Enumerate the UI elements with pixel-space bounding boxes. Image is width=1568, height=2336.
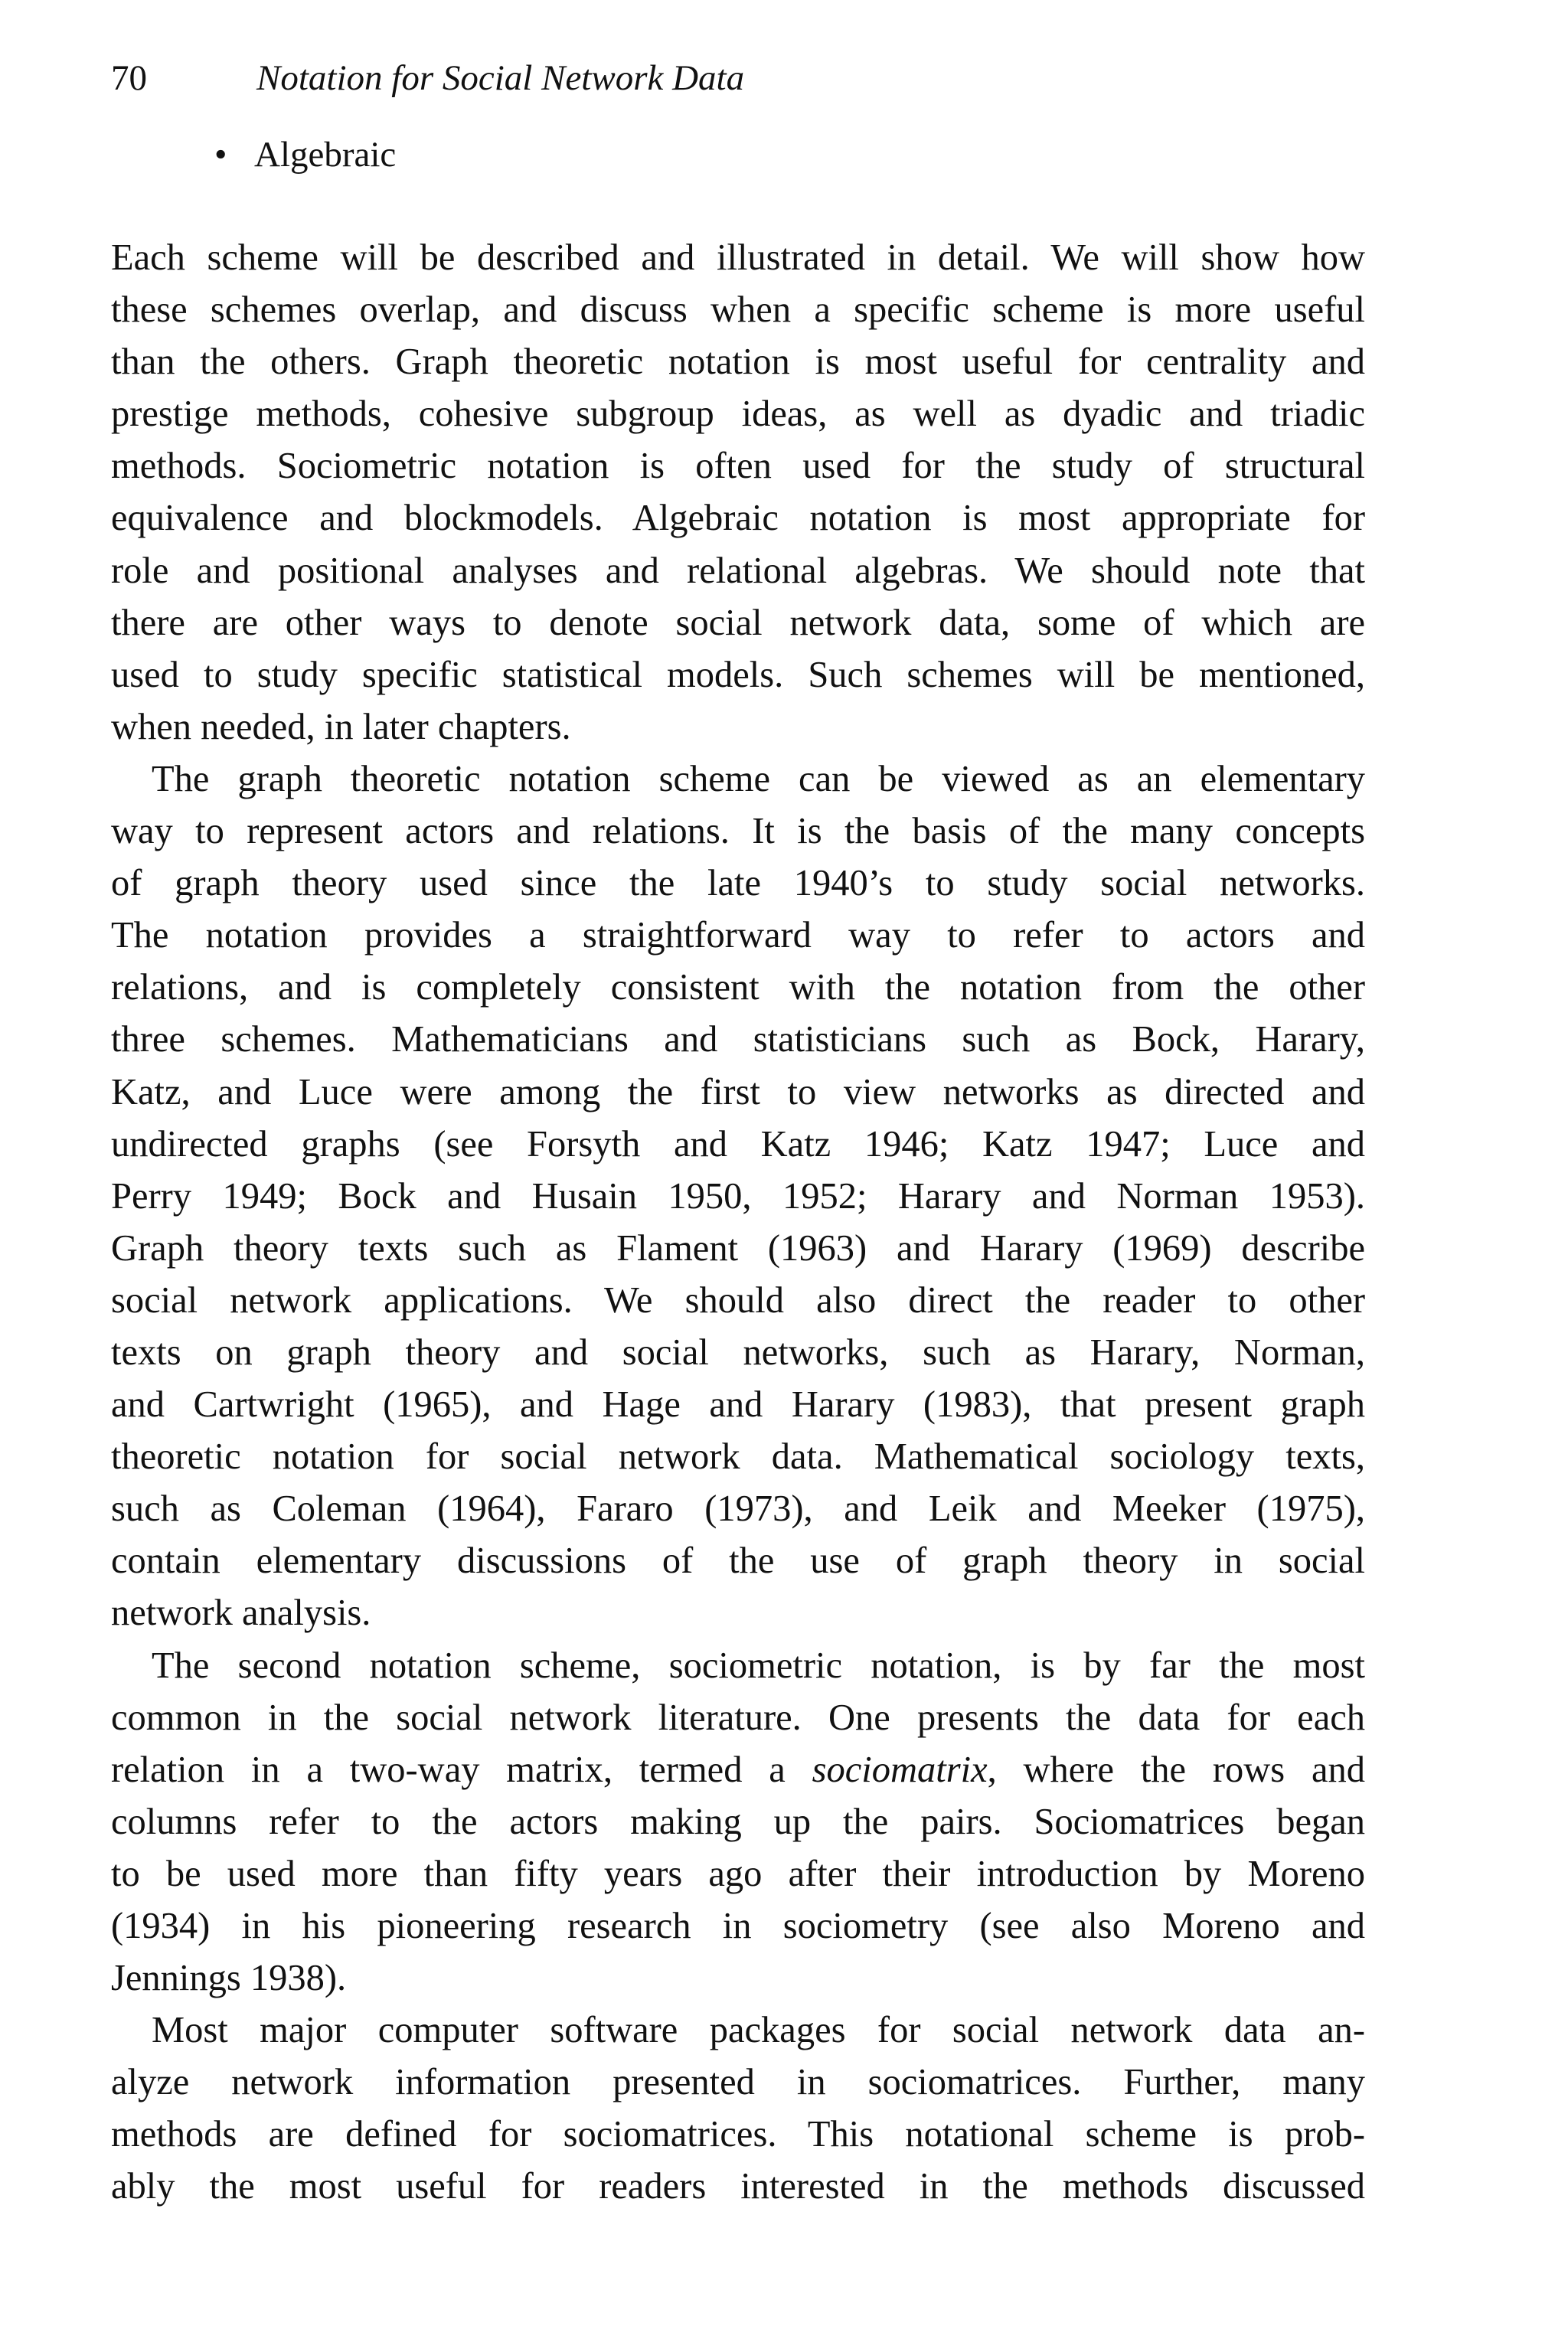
text-line: Katz, and Luce were among the first to view networks as directed and [111,1071,1365,1112]
text-line: (1934) in his pioneering research in sociometry (see also Moreno and [111,1906,1365,1946]
text-line: than the others. Graph theoretic notation is most useful for centrality and [111,341,1365,383]
running-title: Notation for Social Network Data [256,58,745,98]
bullet-item-text: Algebraic [254,135,397,175]
text-line: and Cartwright (1965), and Hage and Harary (1983), that present graph [111,1384,1365,1426]
paragraph-2 [111,753,1365,1640]
text-line: prestige methods, cohesive subgroup ideas, as well as dyadic and triadic [111,394,1365,435]
text-line: three schemes. Mathematicians and statisticians such as Bock, Harary, [111,1019,1365,1060]
running-head [111,55,744,101]
text-line: The second notation scheme, sociometric notation, is by far the most [152,1645,1365,1686]
text-line: when needed, in later chapters. [111,706,571,747]
text-line: ably the most useful for readers interested in the methods discussed [111,2166,1365,2207]
text-line: alyze network information presented in sociomatrices. Further, many [111,2062,1365,2103]
text-line: Jennings 1938). [111,1958,347,1999]
text-line: to be used more than fifty years ago after their introduction by Moreno [111,1853,1365,1894]
text-line: relations, and is completely consistent with the notation from the other [111,967,1365,1008]
text-line: equivalence and blockmodels. Algebraic notation is most appropriate for [111,498,1365,539]
paragraph-4 [111,2004,1365,2213]
text-line: role and positional analyses and relational algebras. We should note that [111,550,1365,591]
text-line: The notation provides a straightforward way to refer to actors and [111,915,1365,956]
text-segment: , where the rows and [987,1749,1365,1790]
text-line: way to represent actors and relations. It is the basis of the many concepts [111,811,1365,852]
text-line: The graph theoretic notation scheme can be viewed as an elementary [152,758,1365,799]
text-line-with-term [111,1744,1365,1796]
text-segment: relation in a two-way matrix, termed a [111,1749,812,1790]
page-number: 70 [111,58,147,98]
text-line: methods. Sociometric notation is often used for the study of structural [111,446,1365,487]
text-line: network analysis. [111,1593,371,1634]
body-text [111,232,1365,2213]
bullet-dot: • [214,135,227,175]
text-line: Graph theory texts such as Flament (1963) and Harary (1969) describe [111,1227,1365,1269]
text-line: Perry 1949; Bock and Husain 1950, 1952; Harary and Norman 1953). [111,1175,1365,1217]
text-line: common in the social network literature. One presents the data for each [111,1697,1365,1738]
text-line: of graph theory used since the late 1940’s to study social networks. [111,863,1365,904]
text-line: texts on graph theory and social networks, such as Harary, Norman, [111,1331,1365,1373]
text-line: contain elementary discussions of the use of graph theory in social [111,1540,1365,1582]
text-line: theoretic notation for social network data. Mathematical sociology texts, [111,1436,1365,1478]
text-line: social network applications. We should also direct the reader to other [111,1279,1365,1321]
text-line: such as Coleman (1964), Fararo (1973), and Leik and Meeker (1975), [111,1488,1365,1530]
paragraph-3 [111,1640,1365,2005]
text-line: Each scheme will be described and illustrated in detail. We will show how [111,237,1365,278]
text-line: used to study specific statistical models. Such schemes will be mentioned, [111,654,1365,695]
text-line: these schemes overlap, and discuss when a specific scheme is more useful [111,289,1365,331]
text-line: undirected graphs (see Forsyth and Katz 1946; Katz 1947; Luce and [111,1123,1365,1165]
paragraph-1 [111,232,1365,753]
text-line: methods are defined for sociomatrices. This notational scheme is prob- [111,2114,1365,2155]
term-sociomatrix: sociomatrix [812,1749,988,1790]
text-line: Most major computer software packages for social network data an- [152,2010,1365,2051]
text-line: there are other ways to denote social network data, some of which are [111,602,1365,643]
bullet-list-item [214,132,396,178]
text-line: columns refer to the actors making up the pairs. Sociomatrices began [111,1801,1365,1842]
